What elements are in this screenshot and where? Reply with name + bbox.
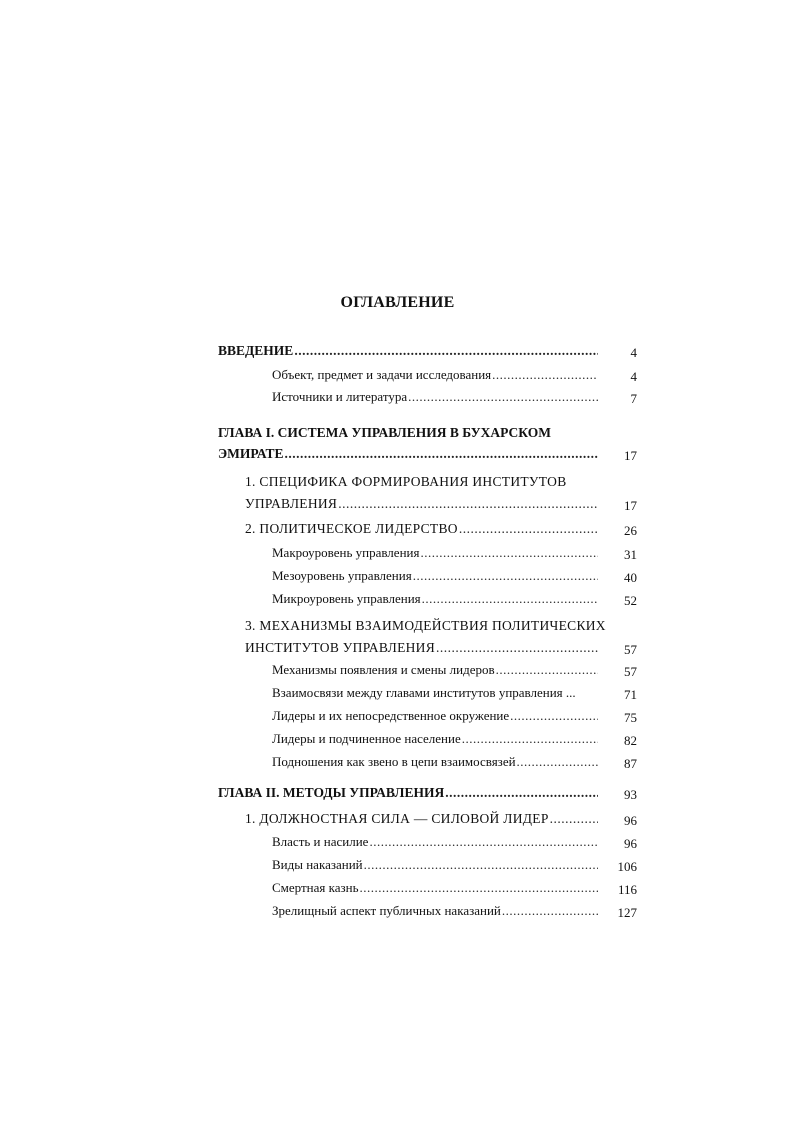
- entry-title: ЭМИРАТЕ: [218, 446, 284, 461]
- leader-dots: [517, 754, 598, 770]
- toc-entry-section: [245, 811, 600, 831]
- leader-dots: [364, 857, 598, 873]
- page-number: 71: [624, 687, 637, 702]
- leader-dots: [294, 343, 598, 359]
- page-number: 106: [617, 859, 637, 874]
- page-number: 82: [624, 733, 637, 748]
- toc-entry-section: [245, 496, 600, 516]
- toc-entry: [272, 708, 600, 728]
- toc-entry-chapter-2: [218, 785, 600, 805]
- page-number: 57: [624, 642, 637, 657]
- toc-entry: [272, 857, 600, 877]
- entry-title: Объект, предмет и задачи исследования: [272, 367, 492, 382]
- entry-title: 1. ДОЛЖНОСТНАЯ СИЛА — СИЛОВОЙ ЛИДЕР: [245, 811, 549, 826]
- entry-title: Смертная казнь: [272, 880, 359, 895]
- toc-entry: [272, 367, 600, 387]
- page-number: 52: [624, 593, 637, 608]
- leader-dots: [510, 708, 598, 724]
- chapter-title-line: ГЛАВА I. СИСТЕМА УПРАВЛЕНИЯ В БУХАРСКОМ: [218, 425, 551, 440]
- entry-title: Лидеры и их непосредственное окружение: [272, 708, 510, 723]
- entry-title: Лидеры и подчиненное население: [272, 731, 461, 746]
- leader-dots: [462, 731, 598, 747]
- toc-entry: [272, 731, 600, 751]
- leader-dots: [408, 389, 598, 405]
- leader-dots: [369, 834, 598, 850]
- leader-dots: [445, 785, 598, 801]
- toc-entry: [272, 903, 600, 923]
- entry-title: Макроуровень управления: [272, 545, 420, 560]
- toc-entry: [272, 685, 600, 705]
- leader-dots: [422, 591, 598, 607]
- section-title-line: 1. СПЕЦИФИКА ФОРМИРОВАНИЯ ИНСТИТУТОВ: [245, 474, 567, 489]
- leader-dots: [502, 903, 598, 919]
- entry-title: Зрелищный аспект публичных наказаний: [272, 903, 501, 918]
- toc-entry: [272, 389, 600, 409]
- page-number: 57: [624, 664, 637, 679]
- page-number: 31: [624, 547, 637, 562]
- entry-title: УПРАВЛЕНИЯ: [245, 496, 338, 511]
- page-number: 17: [624, 498, 637, 513]
- toc-entry-section: [245, 640, 600, 660]
- entry-title: Подношения как звено в цепи взаимосвязей: [272, 754, 516, 769]
- page-number: 26: [624, 523, 637, 538]
- leader-dots: [360, 880, 598, 896]
- toc-entry: [272, 662, 600, 682]
- entry-title: ГЛАВА II. МЕТОДЫ УПРАВЛЕНИЯ: [218, 785, 445, 800]
- toc-entry-chapter-1: [218, 446, 600, 466]
- entry-title: Виды наказаний: [272, 857, 363, 872]
- section-title-line: 3. МЕХАНИЗМЫ ВЗАИМОДЕЙСТВИЯ ПОЛИТИЧЕСКИХ: [245, 618, 606, 633]
- page-number: 127: [617, 905, 637, 920]
- entry-title: ВВЕДЕНИЕ: [218, 343, 294, 358]
- leader-dots: [413, 568, 598, 584]
- entry-title: Источники и литература: [272, 389, 408, 404]
- page-number: 87: [624, 756, 637, 771]
- entry-title: Микроуровень управления: [272, 591, 421, 606]
- page-number: 17: [624, 448, 637, 463]
- entry-title: Механизмы появления и смены лидеров: [272, 662, 495, 677]
- page-title: ОГЛАВЛЕНИЕ: [340, 294, 455, 311]
- toc-entry: [272, 880, 600, 900]
- page-number: 116: [617, 882, 637, 897]
- toc-entry: [272, 754, 600, 774]
- page-number: 40: [624, 570, 637, 585]
- toc-entry: [272, 834, 600, 854]
- toc-entry-introduction: [218, 343, 600, 363]
- leader-dots: [420, 545, 598, 561]
- entry-title: Власть и насилие: [272, 834, 369, 849]
- leader-dots: [436, 640, 598, 656]
- entry-title: Взаимосвязи между главами институтов управления ...: [272, 685, 576, 700]
- entry-title: ИНСТИТУТОВ УПРАВЛЕНИЯ: [245, 640, 436, 655]
- toc-entry: [272, 545, 600, 565]
- leader-dots: [550, 811, 598, 827]
- leader-dots: [459, 521, 598, 537]
- page-number: 4: [630, 369, 637, 384]
- page-number: 96: [624, 813, 637, 828]
- page-number: 4: [630, 345, 637, 360]
- leader-dots: [492, 367, 598, 383]
- page-number: 96: [624, 836, 637, 851]
- leader-dots: [338, 496, 598, 512]
- toc-entry: [272, 568, 600, 588]
- page-number: 75: [624, 710, 637, 725]
- entry-title: Мезоуровень управления: [272, 568, 412, 583]
- page-number: 7: [630, 391, 637, 406]
- leader-dots: [496, 662, 598, 678]
- toc-entry: [272, 591, 600, 611]
- toc-entry-section: [245, 521, 600, 541]
- entry-title: 2. ПОЛИТИЧЕСКОЕ ЛИДЕРСТВО: [245, 521, 458, 536]
- page-number: 93: [624, 787, 637, 802]
- leader-dots: [285, 446, 599, 462]
